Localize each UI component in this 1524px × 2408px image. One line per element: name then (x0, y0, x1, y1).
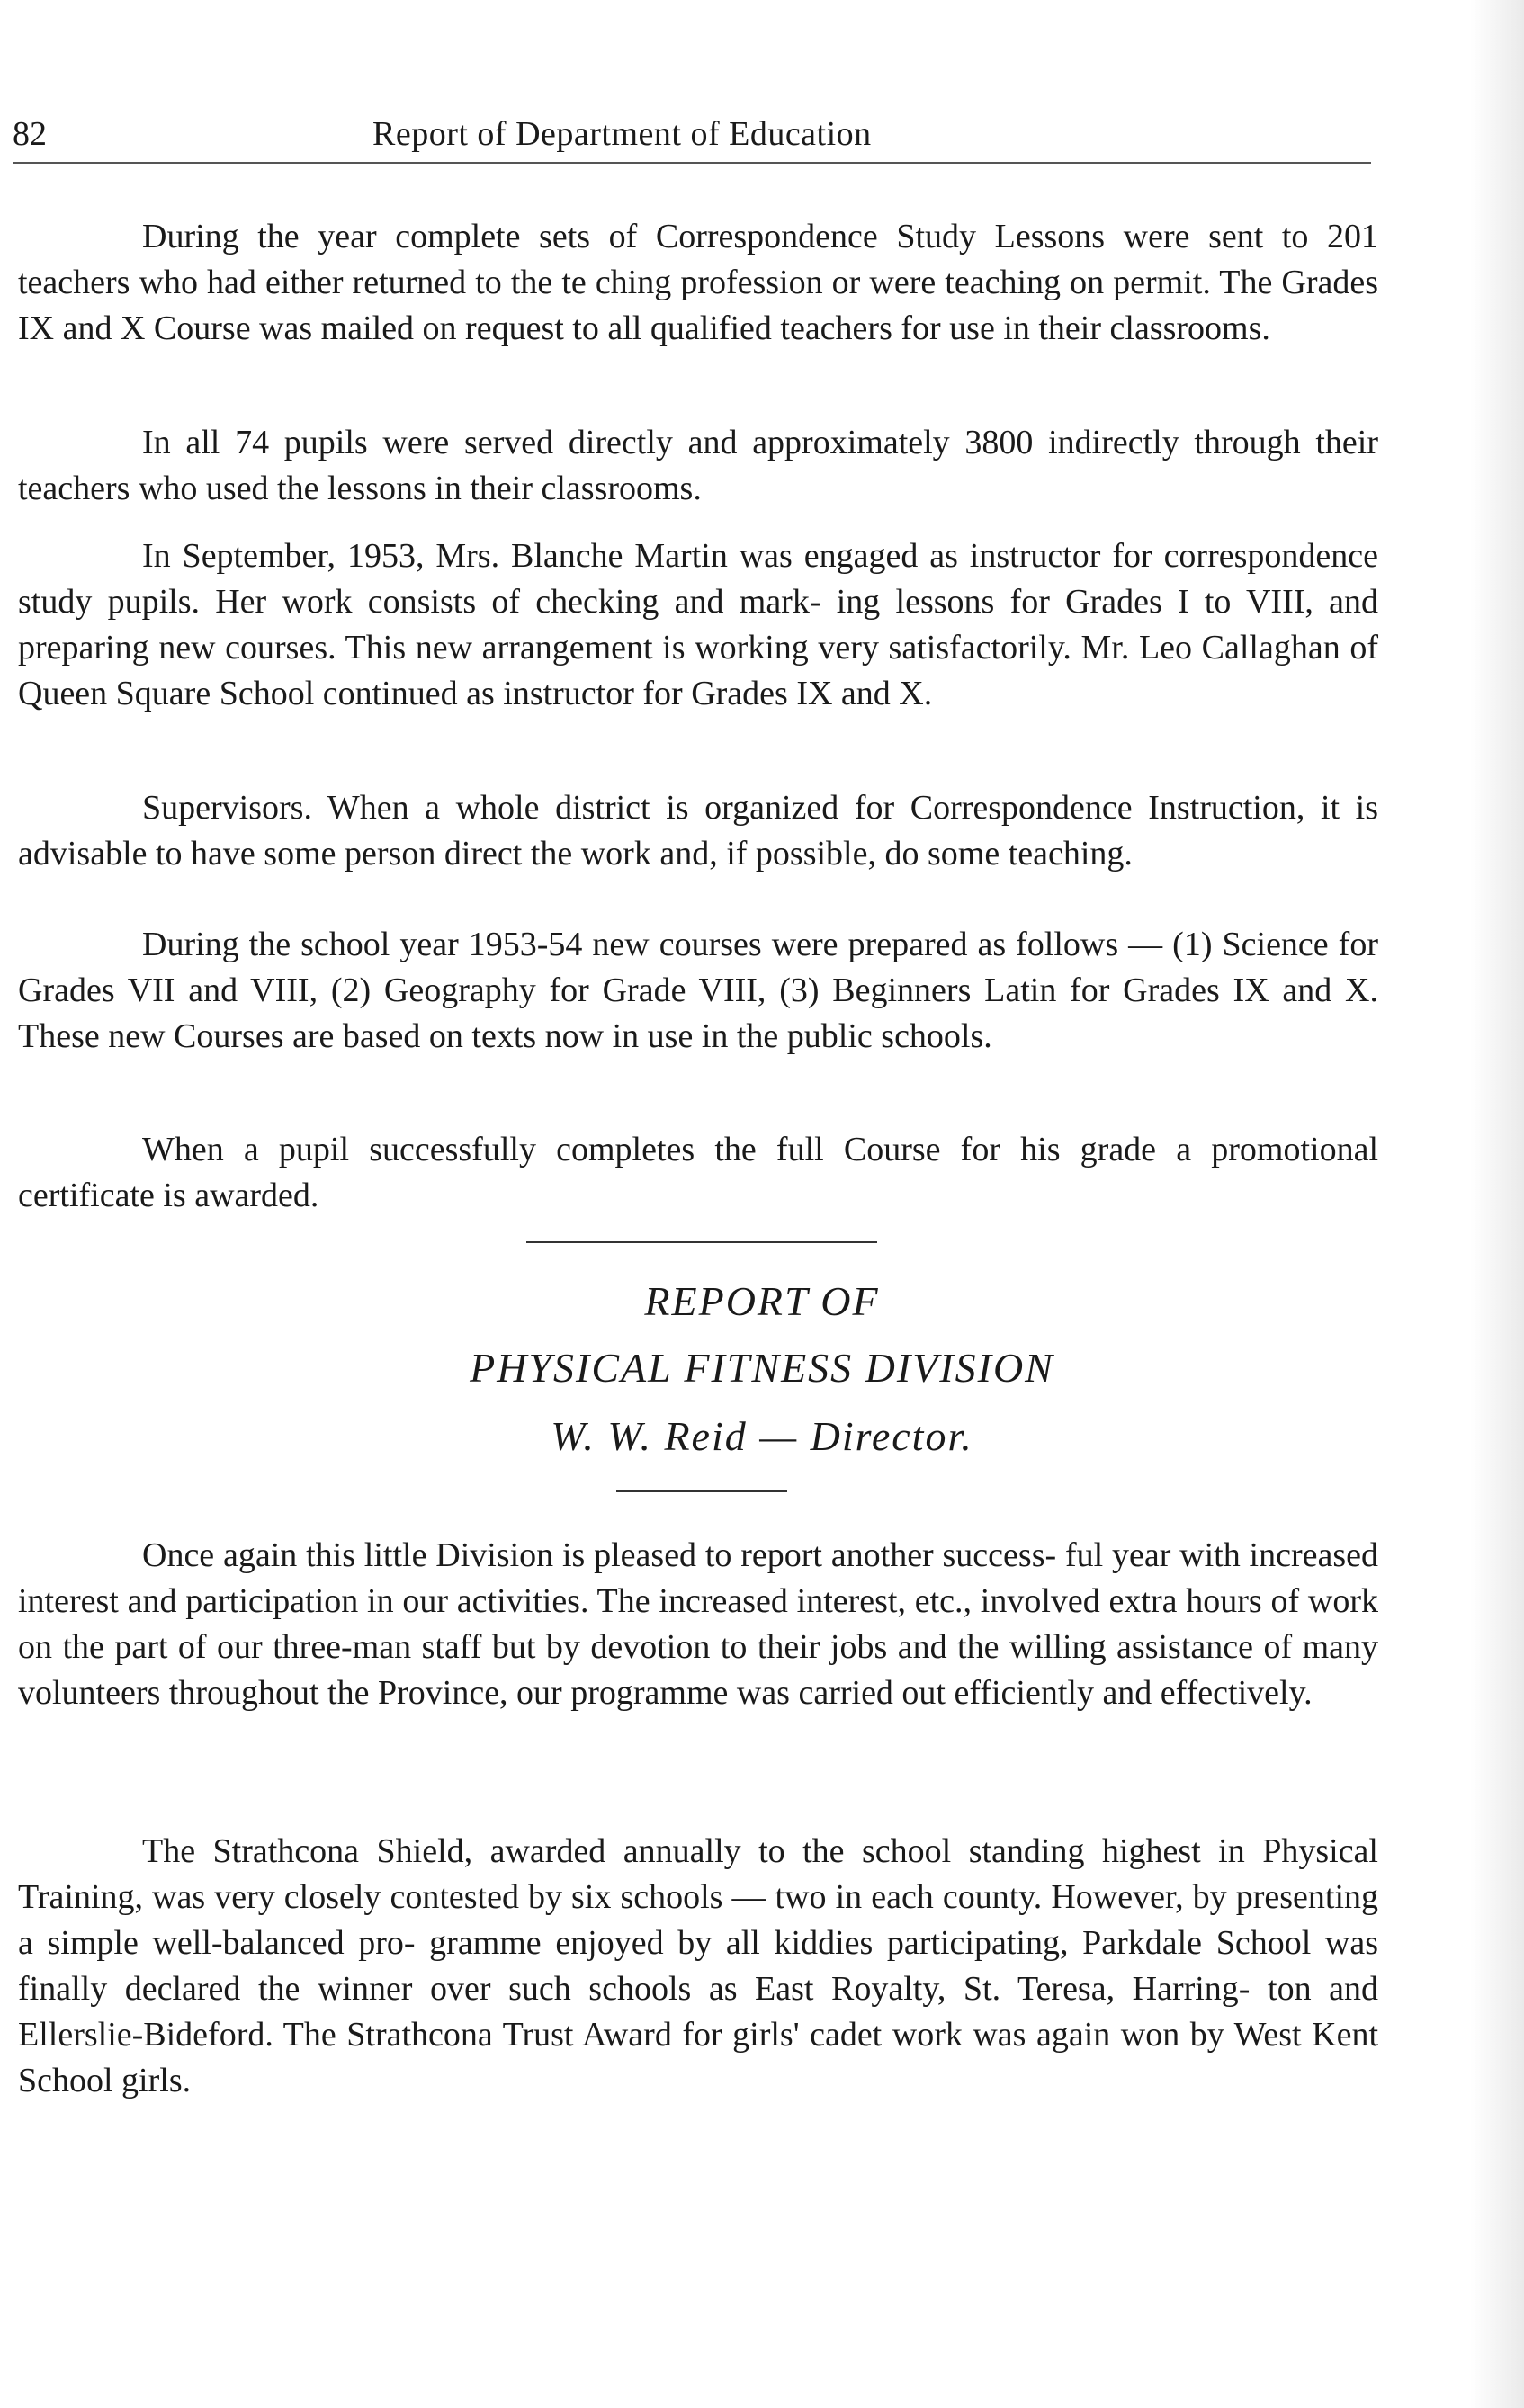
section-rule-top (526, 1241, 877, 1243)
paragraph-certificate: When a pupil successfully completes the full Course for his grade a promotional certificate is awarded. (18, 1131, 1378, 1214)
page-edge-shadow (1470, 0, 1524, 2408)
running-title: Report of Department of Education (372, 115, 872, 153)
paragraph-strathcona-shield: The Strathcona Shield, awarded annually to the school standing highest in Physical Training, was very closely contested by six schools — two in each county. However, by presenting a simple well-balanced pro- gramme enjoyed by all kiddies participating, Parkdale School was finally declared the winner over such schools as East Royalty, St. Teresa, Harring- ton and Ellerslie-Bideford. The Strathcona Trust Award for girls' cadet work was again won by West Kent School girls. (18, 1832, 1378, 2099)
paragraph-supervisors: Supervisors. When a whole district is organized for Correspondence Instruction, it is advisable to have some person direct the work and, if possible, do some teaching. (18, 789, 1378, 873)
paragraph-instructor: In September, 1953, Mrs. Blanche Martin was engaged as instructor for correspondence study pupils. Her work consists of checking and mark- ing lessons for Grades I to VIII, and preparing new courses. This new arrangement is working very satisfactorily. Mr. Leo Callaghan of Queen Square School continued as instructor for Grades IX and X. (18, 537, 1378, 712)
section-rule-bottom (616, 1490, 787, 1492)
section-title-line1: REPORT OF (644, 1278, 880, 1324)
paragraph-division-report: Once again this little Division is pleased to report another success- ful year with increased interest and participation in our activities. The increased interest, etc., involved extra hours of work on the part of our three-man staff but by devotion to their jobs and the willing assistance of many volunteers throughout the Province, our programme was carried out efficiently and effectively. (18, 1536, 1378, 1712)
page-number: 82 (13, 115, 47, 153)
paragraph-lessons-sent: During the year complete sets of Correspondence Study Lessons were sent to 201 teachers who had either returned to the te ching profession or were teaching on permit. The Grades IX and X Course was mailed on request to all qualified teachers for use in their classrooms. (18, 218, 1378, 347)
paragraph-pupils-served: In all 74 pupils were served directly and approximately 3800 indirectly through their teachers who used the lessons in their classrooms. (18, 424, 1378, 507)
section-title-line2: PHYSICAL FITNESS DIVISION (470, 1345, 1054, 1391)
section-byline: W. W. Reid — Director. (551, 1413, 973, 1459)
header-rule (13, 162, 1371, 164)
page-header (13, 113, 1373, 155)
paragraph-new-courses: During the school year 1953-54 new courses were prepared as follows — (1) Science for Grades VII and VIII, (2) Geography for Grade VIII, (3) Beginners Latin for Grades IX and X. These new Courses are based on texts now in use in the public schools. (18, 926, 1378, 1055)
